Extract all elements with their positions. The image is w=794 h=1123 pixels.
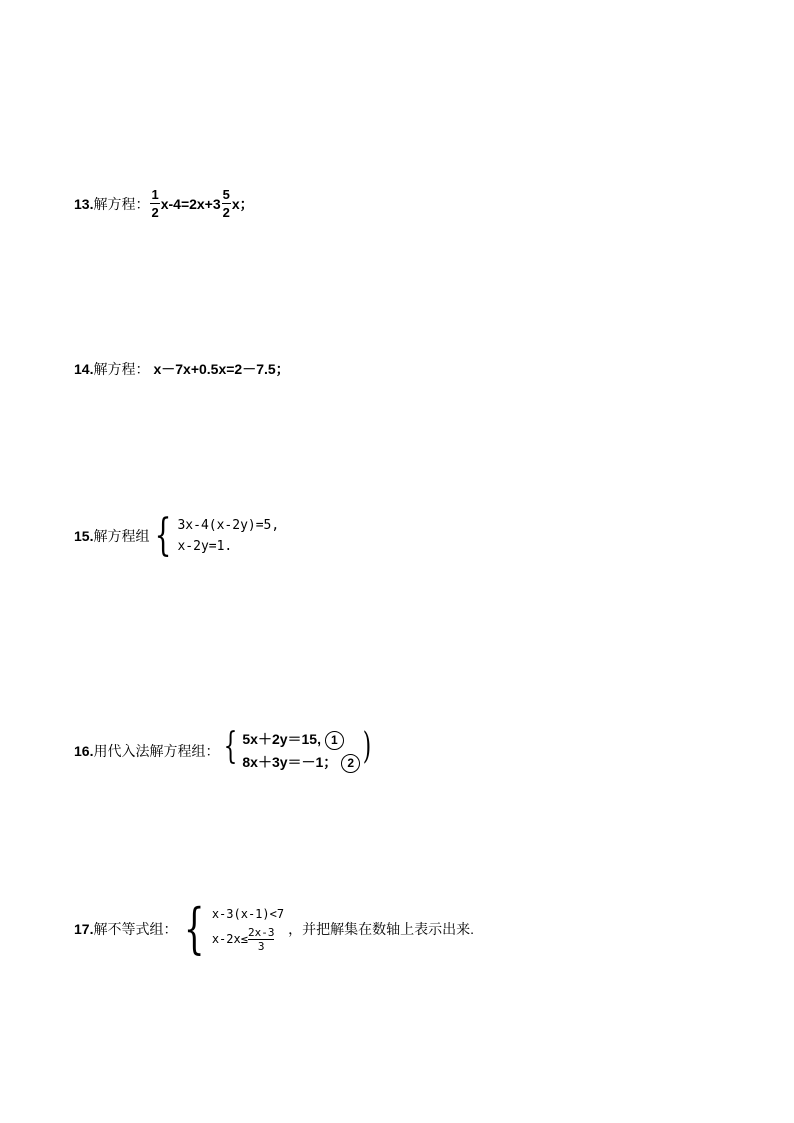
problem-label: 解方程组 (93, 528, 150, 544)
equation-end: x； (231, 195, 254, 212)
fraction-one-half (150, 188, 159, 219)
fraction-bar (150, 203, 159, 204)
circled-number-1: 1 (325, 731, 344, 750)
fraction (248, 927, 275, 952)
problem-14 (74, 359, 290, 379)
equation-middle: x-4=2x+3 (160, 195, 221, 212)
system-line-1: x-3(x-1)<7 (211, 906, 285, 921)
left-brace: { (155, 510, 172, 561)
problem-label: 解不等式组： (93, 921, 178, 937)
problem-label: 用代入法解方程组： (93, 743, 220, 759)
problem-16 (74, 726, 374, 773)
system-line-1: 3x-4(x-2y)=5, (177, 518, 280, 533)
problem-label: 解方程： (93, 195, 150, 212)
left-brace: { (224, 726, 238, 767)
left-brace: { (184, 897, 205, 960)
denominator: 2 (222, 205, 230, 220)
problem-17 (74, 897, 474, 960)
numerator: 1 (151, 187, 159, 202)
equation: x－7x+0.5x=2－7.5； (153, 361, 290, 377)
system-lines (177, 514, 279, 558)
right-paren: ) (363, 726, 372, 767)
circled-number-2: 2 (341, 754, 360, 773)
system-lines (242, 729, 360, 773)
problem-number: 17. (74, 921, 94, 937)
instruction-text: ，并把解集在数轴上表示出来. (288, 921, 474, 937)
system-line-2 (242, 752, 360, 773)
equation-text: 8x＋3y＝－1； (242, 754, 338, 770)
problem-number: 14. (74, 361, 94, 377)
inequality-left: x-2x≤ (211, 932, 248, 946)
problem-label: 解方程： (93, 361, 150, 377)
problem-number: 13. (74, 195, 94, 212)
system-line-2 (212, 927, 284, 952)
problem-number: 15. (74, 528, 94, 544)
system-line-1 (242, 729, 360, 750)
equation-text: 5x＋2y＝15, (242, 731, 321, 747)
system-lines (212, 902, 284, 956)
problem-13 (74, 188, 254, 219)
problem-15 (74, 510, 280, 561)
numerator: 2x-3 (247, 925, 275, 939)
inequality-system (177, 897, 285, 960)
equation-system (149, 510, 280, 561)
denominator: 3 (257, 939, 265, 953)
problem-number: 16. (74, 743, 94, 759)
system-line-2: x-2y=1. (177, 539, 233, 554)
fraction-five-half (222, 188, 231, 219)
numerator: 5 (222, 187, 230, 202)
denominator: 2 (151, 205, 159, 220)
equation-system (219, 726, 374, 773)
fraction-bar (222, 203, 231, 204)
